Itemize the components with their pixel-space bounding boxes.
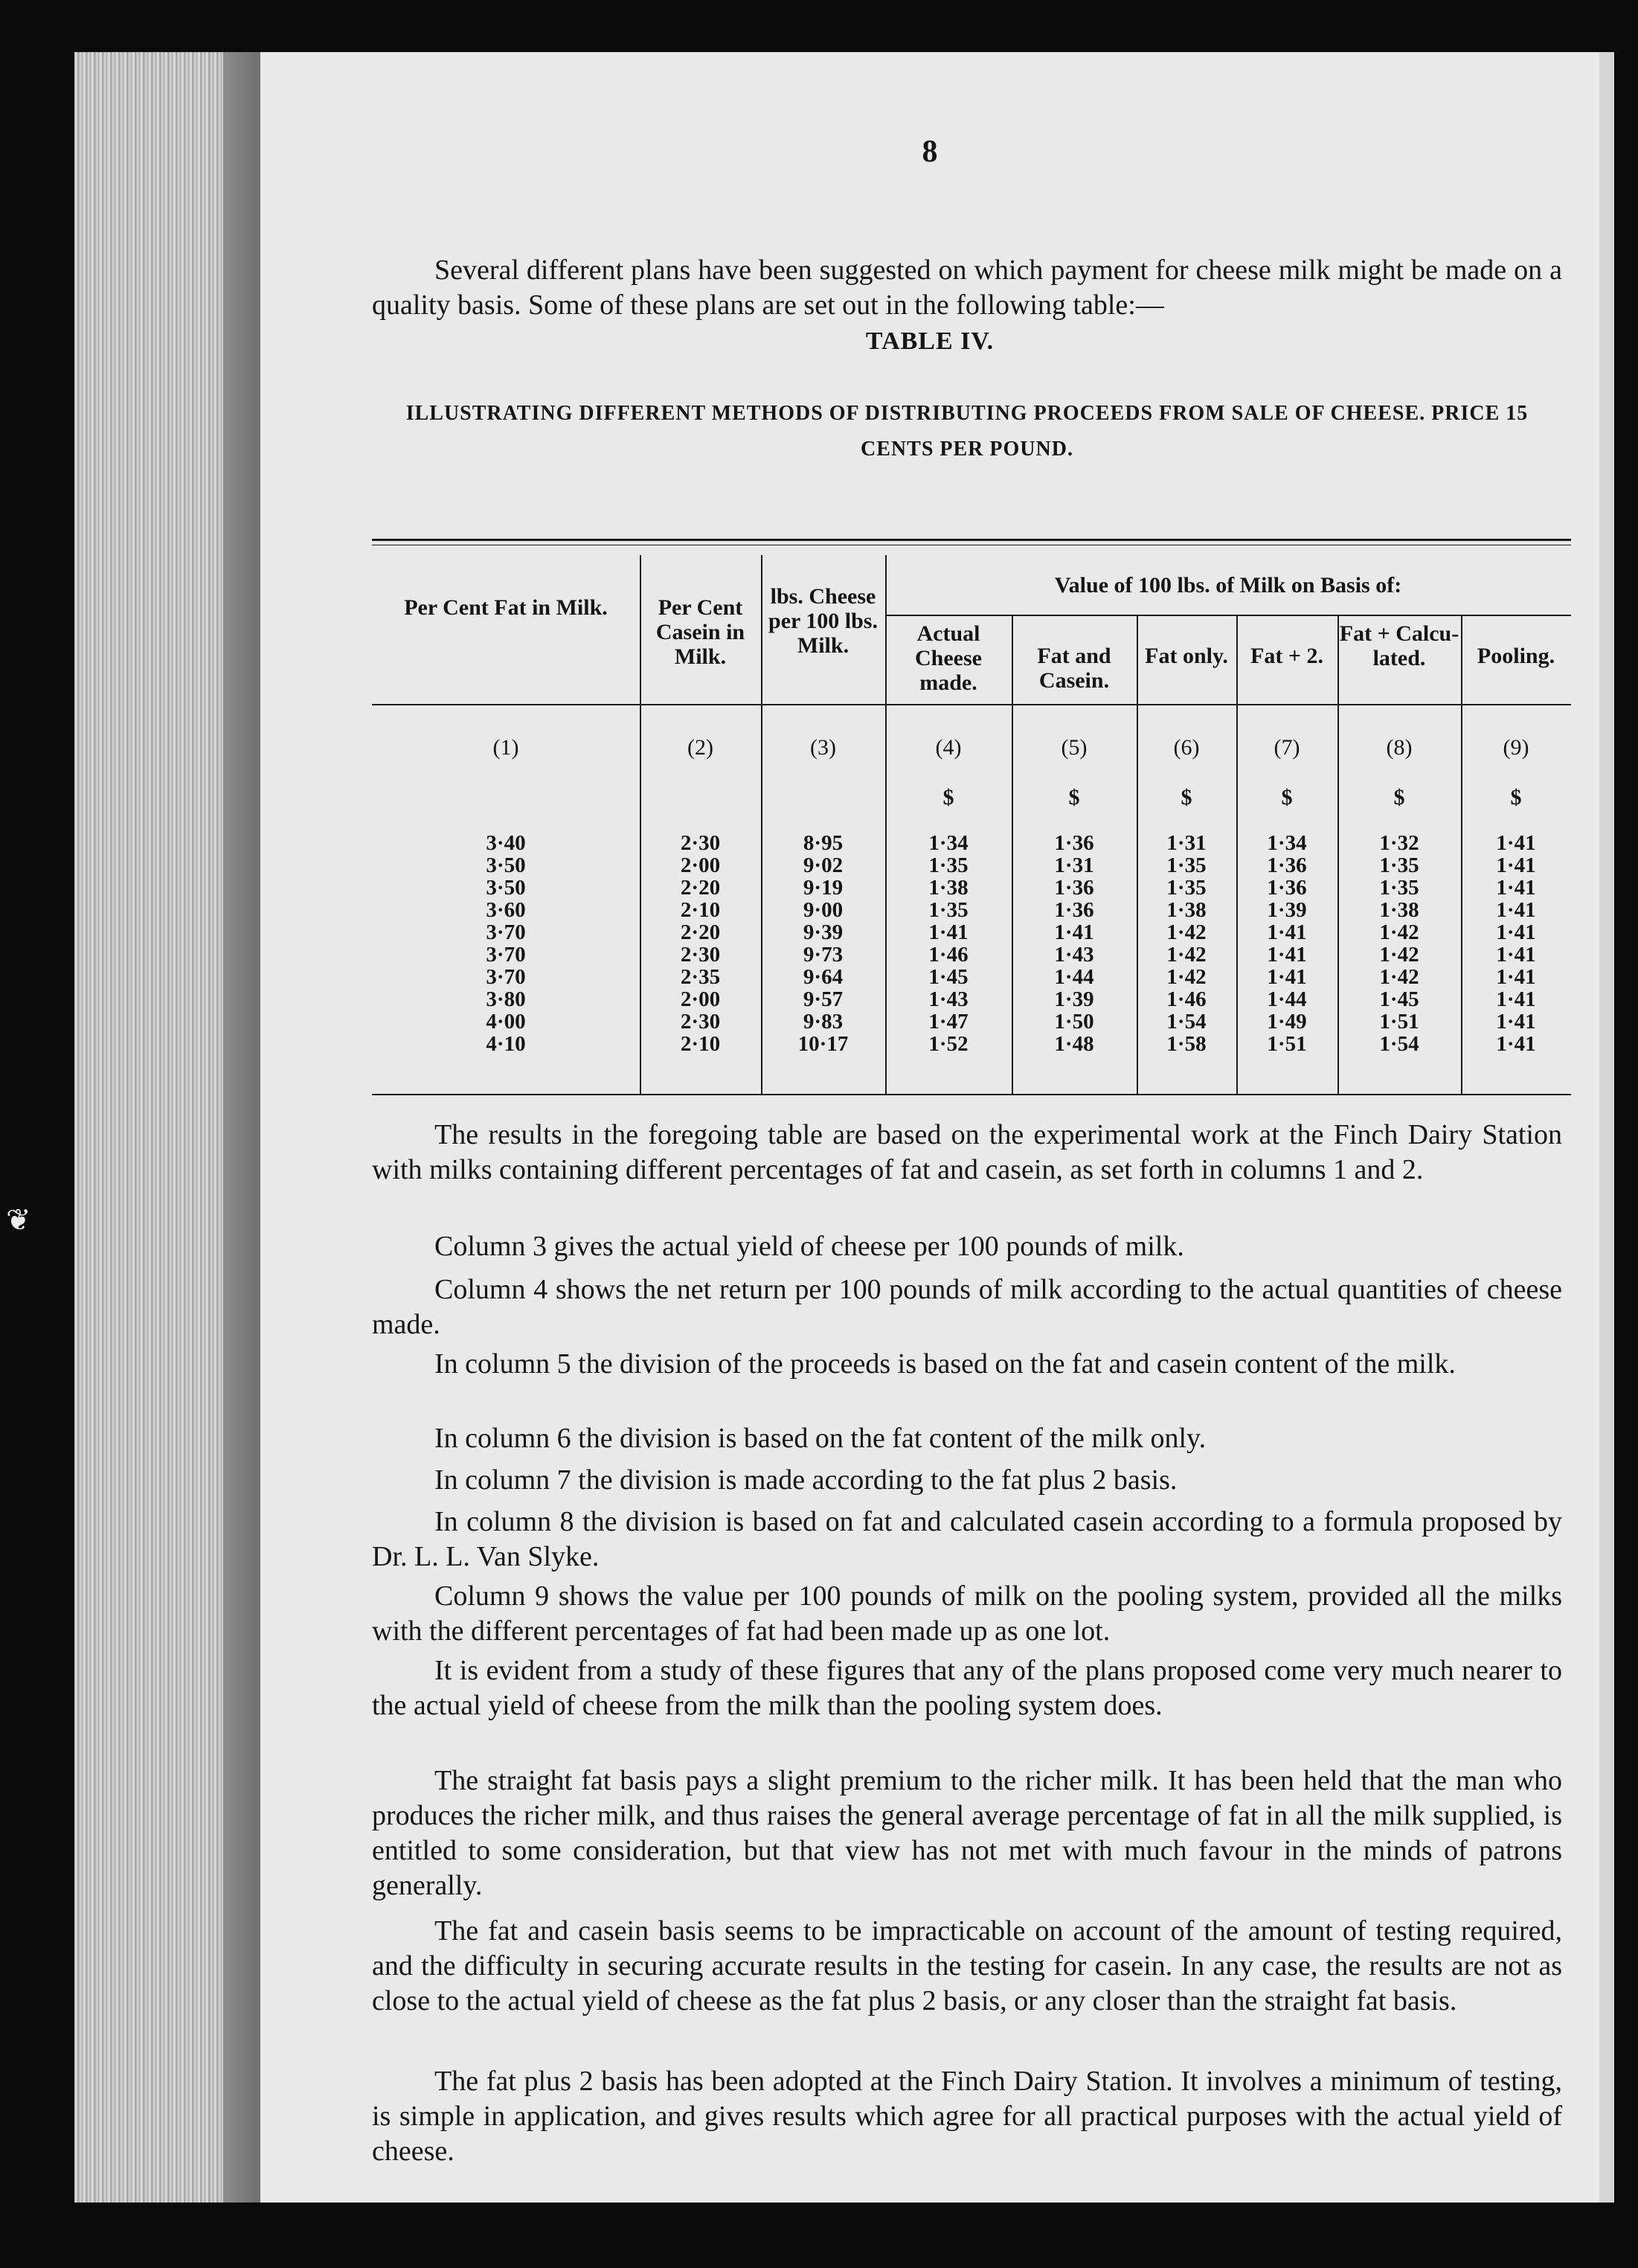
table-cell: 1·41 [1496, 853, 1536, 877]
table-cell: 9·00 [803, 898, 844, 922]
table-cell: 1·41 [1496, 1032, 1536, 1056]
table-cell: 1·36 [1267, 853, 1307, 877]
page-number: 8 [922, 135, 938, 169]
table-cell: 1·42 [1166, 965, 1207, 989]
table-cell: 9·02 [803, 853, 844, 877]
table-cell: 1·41 [1496, 987, 1536, 1011]
currency-symbol: $ [1510, 785, 1522, 810]
currency-symbol: $ [942, 785, 954, 810]
table-cell: 1·31 [1166, 831, 1207, 855]
currency-symbol: $ [1281, 785, 1293, 810]
table-subtitle: ILLUSTRATING DIFFERENT METHODS OF DISTRIBUTING PROCEEDS FROM SALE OF CHEESE. PRICE 15 CENTS PER POUND. [405, 402, 1529, 461]
currency-symbol: $ [1393, 785, 1405, 810]
table-cell: 1·52 [928, 1032, 969, 1056]
group-header: Value of 100 lbs. of Milk on Basis of: [1054, 573, 1402, 598]
table-cell: 1·41 [1496, 876, 1536, 900]
table-cell: 1·43 [1054, 943, 1094, 967]
table-cell: 1·35 [1166, 853, 1207, 877]
table-cell: 1·42 [1379, 920, 1419, 944]
table-cell: 2·00 [680, 987, 721, 1011]
body-paragraph: The fat and casein basis seems to be impracticable on account of the amount of testing required, and the difficulty in securing accurate results in the testing for casein. In any case, the results are not as close to the actual yield of cheese as the fat plus 2 basis, or any closer than the straight fat basis. [372, 1915, 1562, 2016]
table-cell: 1·41 [1496, 965, 1536, 989]
body-paragraph: The straight fat basis pays a slight premium to the richer milk. It has been held that the man who produces the richer milk, and thus raises the general average percentage of fat in all the milk supplied, is entitled to some consideration, but that view has not met with much favour in the minds of patrons generally. [372, 1765, 1562, 1901]
table-cell: 4·10 [486, 1032, 526, 1056]
table-header-rule [372, 704, 1571, 705]
table-cell: 3·40 [486, 831, 526, 855]
table-cell: 1·36 [1054, 876, 1094, 900]
table-cell: 1·36 [1267, 876, 1307, 900]
table-cell: 1·45 [1379, 987, 1419, 1011]
table-cell: 3·80 [486, 987, 526, 1011]
column-header: Fat + 2. [1250, 644, 1323, 668]
body-paragraph: In column 8 the division is based on fat and calculated casein according to a formula proposed by Dr. L. L. Van Slyke. [372, 1506, 1562, 1572]
table-cell: 1·42 [1166, 920, 1207, 944]
column-header: Actual Cheese made. [915, 621, 982, 695]
table-cell: 1·32 [1379, 831, 1419, 855]
table-cell: 1·41 [1496, 1010, 1536, 1034]
column-number: (9) [1503, 735, 1529, 760]
table-cell: 1·54 [1166, 1010, 1207, 1034]
column-number: (8) [1386, 735, 1413, 760]
column-number: (7) [1274, 735, 1300, 760]
column-header: lbs. Cheese per 100 lbs. Milk. [768, 584, 878, 658]
table-cell: 2·30 [680, 1010, 721, 1034]
table-cell: 1·41 [1496, 920, 1536, 944]
currency-symbol: $ [1068, 785, 1080, 810]
document-page [260, 52, 1599, 2203]
table-cell: 1·49 [1267, 1010, 1307, 1034]
currency-symbol: $ [1181, 785, 1192, 810]
table-cell: 1·39 [1267, 898, 1307, 922]
table-cell: 3·70 [486, 920, 526, 944]
table-cell: 1·38 [928, 876, 969, 900]
body-paragraph: The fat plus 2 basis has been adopted at the Finch Dairy Station. It involves a minimum of testing, is simple in application, and gives results which agree for all practical purposes with the actual yield of cheese. [372, 2066, 1562, 2167]
table-cell: 2·30 [680, 831, 721, 855]
table-cell: 3·70 [486, 943, 526, 967]
table-cell: 1·36 [1054, 898, 1094, 922]
body-paragraph: It is evident from a study of these figures that any of the plans proposed come very much nearer to the actual yield of cheese from the milk than the pooling system does. [372, 1655, 1562, 1721]
table-cell: 2·20 [680, 920, 721, 944]
book-right-edge [1599, 52, 1614, 2203]
table-cell: 1·41 [928, 920, 969, 944]
table-cell: 9·57 [803, 987, 844, 1011]
table-cell: 1·51 [1379, 1010, 1419, 1034]
column-header: Pooling. [1477, 644, 1555, 668]
table-cell: 1·46 [928, 943, 969, 967]
body-paragraph: Column 3 gives the actual yield of cheese per 100 pounds of milk. [434, 1231, 1184, 1262]
table-cell: 8·95 [803, 831, 844, 855]
body-paragraph: In column 5 the division of the proceeds is based on the fat and casein content of the milk. [434, 1348, 1456, 1380]
table-cell: 3·70 [486, 965, 526, 989]
column-number: (2) [687, 735, 713, 760]
table-cell: 2·00 [680, 853, 721, 877]
table-cell: 1·47 [928, 1010, 969, 1034]
table-cell: 1·48 [1054, 1032, 1094, 1056]
table-cell: 2·35 [680, 965, 721, 989]
column-number: (1) [492, 735, 519, 760]
column-header: Fat and Casein. [1037, 644, 1111, 693]
table-cell: 1·51 [1267, 1032, 1307, 1056]
table-title: TABLE IV. [865, 327, 995, 355]
column-header: Fat + Calcu-lated. [1339, 621, 1459, 670]
column-number: (6) [1173, 735, 1200, 760]
table-cell: 1·58 [1166, 1032, 1207, 1056]
body-paragraph: In column 7 the division is made according to the fat plus 2 basis. [434, 1464, 1178, 1496]
table-cell: 2·10 [680, 898, 721, 922]
table-cell: 1·34 [928, 831, 969, 855]
table-cell: 1·35 [928, 853, 969, 877]
table-cell: 1·42 [1166, 943, 1207, 967]
table-cell: 3·50 [486, 853, 526, 877]
scan-speck: ❦ [6, 1203, 31, 1237]
table-cell: 1·45 [928, 965, 969, 989]
table-cell: 2·30 [680, 943, 721, 967]
table-cell: 10·17 [797, 1032, 849, 1056]
table-cell: 1·43 [928, 987, 969, 1011]
column-number: (5) [1061, 735, 1088, 760]
body-paragraph: Column 9 shows the value per 100 pounds of milk on the pooling system, provided all the milks with the different percentages of fat had been made up as one lot. [372, 1580, 1562, 1647]
table-cell: 1·44 [1267, 987, 1307, 1011]
table-cell: 1·38 [1166, 898, 1207, 922]
table-cell: 1·44 [1054, 965, 1094, 989]
table-cell: 3·60 [486, 898, 526, 922]
table-cell: 1·35 [1379, 853, 1419, 877]
table-cell: 1·41 [1054, 920, 1094, 944]
book-gutter-shadow [223, 52, 260, 2203]
table-bottom-rule [372, 1094, 1571, 1095]
table-cell: 1·41 [1267, 965, 1307, 989]
table-cell: 1·42 [1379, 943, 1419, 967]
table-cell: 1·41 [1496, 943, 1536, 967]
body-paragraph: The results in the foregoing table are based on the experimental work at the Finch Dairy Station with milks containing different percentages of fat and casein, as set forth in columns 1 and 2. [372, 1119, 1562, 1185]
table-cell: 3·50 [486, 876, 526, 900]
table-cell: 1·35 [928, 898, 969, 922]
table-cell: 1·54 [1379, 1032, 1419, 1056]
column-number: (3) [810, 735, 836, 760]
table-cell: 1·41 [1267, 920, 1307, 944]
column-number: (4) [935, 735, 962, 760]
column-header: Fat only. [1145, 644, 1228, 668]
intro-paragraph: Several different plans have been suggested on which payment for cheese milk might be made on a quality basis. Some of these plans are set out in the following table:— [372, 254, 1562, 321]
table-cell: 1·41 [1496, 831, 1536, 855]
table-cell: 9·73 [803, 943, 844, 967]
table-cell: 1·41 [1496, 898, 1536, 922]
table-cell: 9·39 [803, 920, 844, 944]
table-cell: 1·35 [1379, 876, 1419, 900]
table-cell: 1·42 [1379, 965, 1419, 989]
table-cell: 1·50 [1054, 1010, 1094, 1034]
table-cell: 1·39 [1054, 987, 1094, 1011]
table-cell: 1·36 [1054, 831, 1094, 855]
table-cell: 2·20 [680, 876, 721, 900]
column-header: Per Cent Casein in Milk. [655, 595, 745, 669]
table-cell: 4·00 [486, 1010, 526, 1034]
table-cell: 1·31 [1054, 853, 1094, 877]
body-paragraph: In column 6 the division is based on the fat content of the milk only. [434, 1423, 1207, 1454]
table-cell: 2·10 [680, 1032, 721, 1056]
column-header: Per Cent Fat in Milk. [404, 595, 608, 620]
table-cell: 9·83 [803, 1010, 844, 1034]
table-top-rule [372, 539, 1571, 541]
table-cell: 1·46 [1166, 987, 1207, 1011]
body-paragraph: Column 4 shows the net return per 100 pounds of milk according to the actual quantities of cheese made. [372, 1274, 1562, 1340]
table-cell: 1·34 [1267, 831, 1307, 855]
table-cell: 1·38 [1379, 898, 1419, 922]
table-cell: 9·64 [803, 965, 844, 989]
table-cell: 1·41 [1267, 943, 1307, 967]
group-header-rule [885, 615, 1571, 616]
table-cell: 1·35 [1166, 876, 1207, 900]
table-cell: 9·19 [803, 876, 844, 900]
